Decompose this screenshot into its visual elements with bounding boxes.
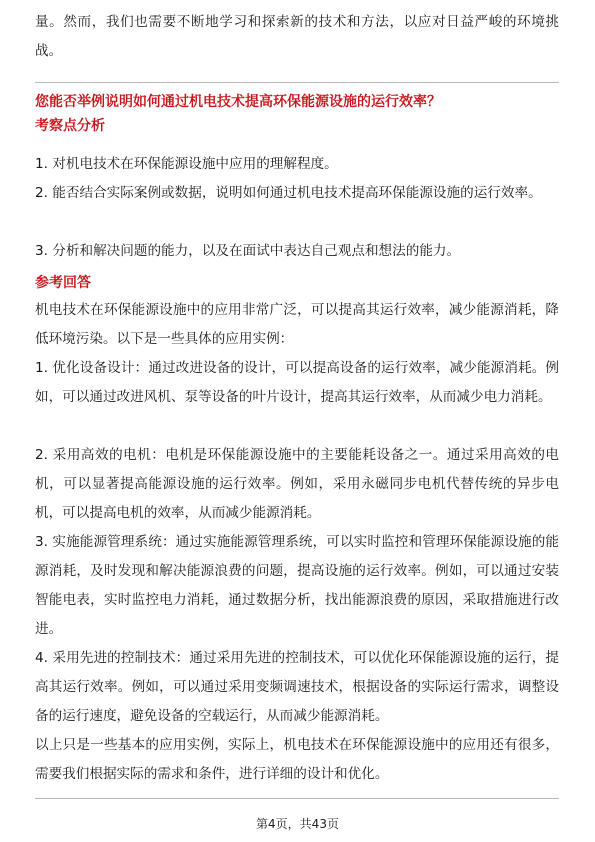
- analysis-point-3: 3. 分析和解决问题的能力，以及在面试中表达自己观点和想法的能力。: [35, 243, 461, 259]
- question-heading: 您能否举例说明如何通过机电技术提高环保能源设施的运行效率？: [35, 94, 441, 110]
- bottom-divider: [35, 798, 559, 799]
- intro-tail-paragraph: 量。然而，我们也需要不断地学习和探索新的技术和方法，以应对日益严峻的环境挑战。: [35, 14, 559, 59]
- answer-item-4: 4. 采用先进的控制技术：通过采用先进的控制技术，可以优化环保能源设施的运行，提高其运行效率。例如，可以通过采用变频调速技术，根据设备的实际运行需求，调整设备的运行速度，避免设备的空载运行，从而减少能源消耗。: [35, 650, 559, 724]
- answer-heading: 参考回答: [35, 275, 91, 291]
- page-number: 第4页，共43页: [256, 817, 339, 831]
- analysis-heading: 考察点分析: [35, 118, 105, 134]
- top-divider: [35, 82, 559, 83]
- analysis-point-2: 2. 能否结合实际案例或数据，说明如何通过机电技术提高环保能源设施的运行效率。: [35, 185, 542, 201]
- answer-intro: 机电技术在环保能源设施中的应用非常广泛，可以提高其运行效率，减少能源消耗，降低环境污染。以下是一些具体的应用实例：: [35, 302, 559, 347]
- analysis-point-1: 1. 对机电技术在环保能源设施中应用的理解程度。: [35, 156, 338, 172]
- answer-conclusion: 以上只是一些基本的应用实例，实际上，机电技术在环保能源设施中的应用还有很多，需要我们根据实际的需求和条件，进行详细的设计和优化。: [35, 737, 559, 782]
- answer-item-1: 1. 优化设备设计：通过改进设备的设计，可以提高设备的运行效率，减少能源消耗。例如，可以通过改进风机、泵等设备的叶片设计，提高其运行效率，从而减少电力消耗。: [35, 360, 559, 405]
- answer-item-2: 2. 采用高效的电机：电机是环保能源设施中的主要能耗设备之一。通过采用高效的电机，可以显著提高能源设施的运行效率。例如，采用永磁同步电机代替传统的异步电机，可以提高电机的效率，从而减少能源消耗。: [35, 447, 559, 521]
- answer-item-3: 3. 实施能源管理系统：通过实施能源管理系统，可以实时监控和管理环保能源设施的能源消耗，及时发现和解决能源浪费的问题，提高设施的运行效率。例如，可以通过安装智能电表，实时监控电力消耗，通过数据分析，找出能源浪费的原因，采取措施进行改进。: [35, 534, 559, 637]
